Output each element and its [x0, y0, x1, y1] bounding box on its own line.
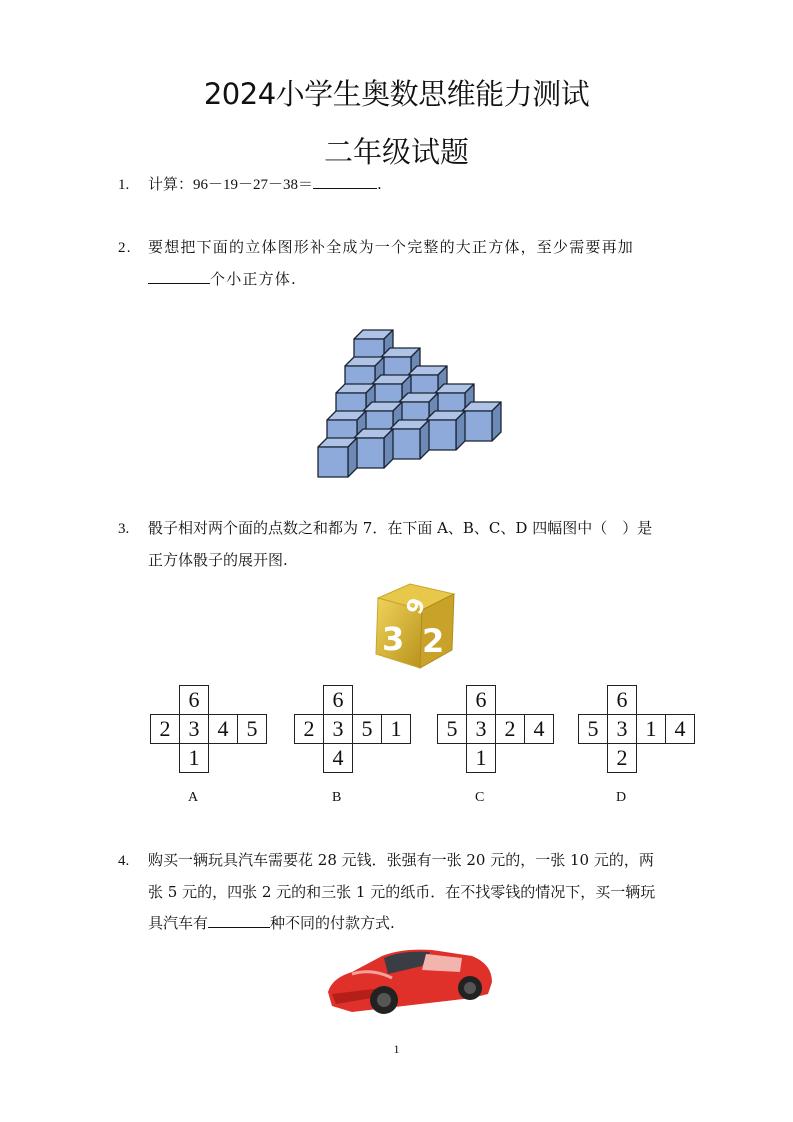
question-text: 要想把下面的立体图形补全成为一个完整的大正方体，至少需要再加: [148, 238, 635, 256]
page-subtitle: 二年级试题: [323, 135, 469, 169]
net-cell-bottom: 1: [466, 743, 496, 773]
net-cell-row: 5: [352, 714, 382, 744]
question-text-cont: 正方体骰子的展开图.: [148, 551, 288, 569]
net-cell-row: 3: [323, 714, 353, 744]
answer-blank[interactable]: [148, 267, 210, 284]
question-3: [118, 513, 678, 576]
question-4: [118, 845, 678, 939]
net-cell-row: 3: [466, 714, 496, 744]
question-text: 骰子相对两个面的点数之和都为 7．在下面 A、B、C、D 四幅图中（ ）是: [148, 519, 653, 537]
net-cell-row: 4: [208, 714, 238, 744]
net-cell-row: 1: [636, 714, 666, 744]
question-text: 购买一辆玩具汽车需要花 28 元钱．张强有一张 20 元的，一张 10 元的，两: [148, 851, 654, 869]
page-title: 2024小学生奥数思维能力测试: [203, 77, 590, 111]
die-top-number: 6: [399, 593, 429, 617]
net-cell-row: 2: [150, 714, 180, 744]
question-2: [118, 232, 678, 295]
question-number: 2.: [118, 240, 132, 256]
net-cell-row: 4: [665, 714, 695, 744]
net-cell-top: 6: [323, 685, 353, 715]
net-cell-top: 6: [466, 685, 496, 715]
net-cell-row: 4: [524, 714, 554, 744]
net-cell-row: 1: [381, 714, 411, 744]
question-text-cont: 种不同的付款方式.: [270, 914, 395, 932]
expression: 96－19－27－38＝: [193, 177, 314, 193]
die-image: [370, 580, 460, 672]
question-text-cont: 具汽车有: [148, 914, 209, 932]
net-cell-row: 3: [607, 714, 637, 744]
answer-blank[interactable]: [208, 911, 270, 928]
question-number: 4.: [118, 853, 130, 869]
toy-car-image: [322, 942, 497, 1022]
net-cell-top: 6: [179, 685, 209, 715]
answer-blank[interactable]: [313, 172, 377, 189]
net-cell-row: 2: [495, 714, 525, 744]
net-option-label[interactable]: D: [616, 790, 627, 805]
die-left-number: 3: [382, 620, 405, 658]
net-cell-bottom: 2: [607, 743, 637, 773]
question-prefix: 计算：: [148, 175, 194, 193]
question-number: 1.: [118, 177, 130, 193]
net-cell-row: 5: [578, 714, 608, 744]
net-option-label[interactable]: B: [332, 790, 342, 805]
question-text-cont: 张 5 元的，四张 2 元的和三张 1 元的纸币．在不找零钱的情况下，买一辆玩: [148, 883, 656, 901]
cube-stack-figure: [310, 290, 510, 485]
net-cell-row: 5: [437, 714, 467, 744]
net-cell-row: 5: [237, 714, 267, 744]
net-cell-bottom: 4: [323, 743, 353, 773]
net-option-label[interactable]: A: [188, 790, 199, 805]
net-option-label[interactable]: C: [475, 790, 485, 805]
die-right-number: 2: [422, 622, 445, 660]
net-cell-row: 2: [294, 714, 324, 744]
net-cell-bottom: 1: [179, 743, 209, 773]
page-number: 1: [393, 1042, 400, 1056]
question-text-cont: 个小正方体.: [210, 270, 297, 288]
question-1: [118, 169, 678, 201]
period: .: [377, 175, 382, 193]
net-cell-row: 3: [179, 714, 209, 744]
net-cell-top: 6: [607, 685, 637, 715]
question-number: 3.: [118, 521, 130, 537]
